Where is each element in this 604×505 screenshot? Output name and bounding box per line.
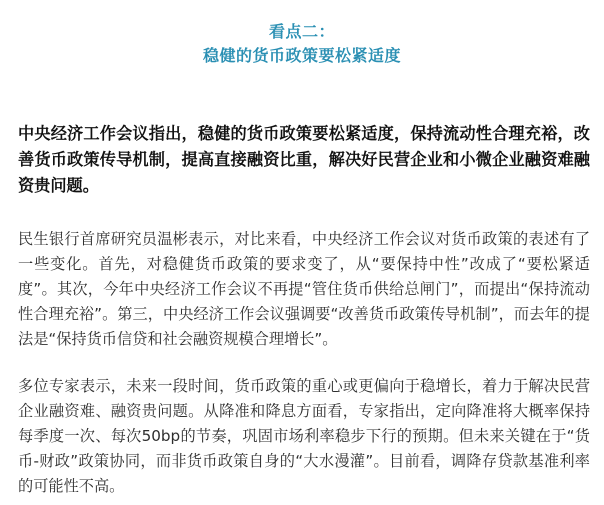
section-title: 稳健的货币政策要松紧适度 <box>202 46 401 65</box>
body-paragraph-1: 民生银行首席研究员温彬表示，对比来看，中央经济工作会议对货币政策的表述有了一些变化。首先，对稳健货币政策的要求变了，从“要保持中性”改成了“要松紧适度”。其次，今年中央经济工作会议不再提“管住货币供给总闸门”，而提出“保持流动性合理充裕”。第三，中央经济工作会议强调要“改善货币政策传导机制”，而去年的提法是“保持货币信贷和社会融资规模合理增长”。 <box>18 230 590 348</box>
body-paragraph-2: 多位专家表示，未来一段时间，货币政策的重心或更偏向于稳增长，着力于解决民营企业融资难、融资贵问题。从降准和降息方面看，专家指出，定向降准将大概率保持每季度一次、每次50bp的节奏，巩固市场利率稳步下行的预期。但未来关键在于“货币-财政”政策协同，而非货币政策自身的“大水漫灌”。目前看，调降存贷款基准利率的可能性不高。 <box>18 377 590 495</box>
section-heading <box>0 20 604 68</box>
lead-paragraph: 中央经济工作会议指出，稳健的货币政策要松紧适度，保持流动性合理充裕，改善货币政策传导机制，提高直接融资比重，解决好民营企业和小微企业融资难融资贵问题。 <box>18 124 590 195</box>
section-label: 看点二： <box>268 22 335 41</box>
